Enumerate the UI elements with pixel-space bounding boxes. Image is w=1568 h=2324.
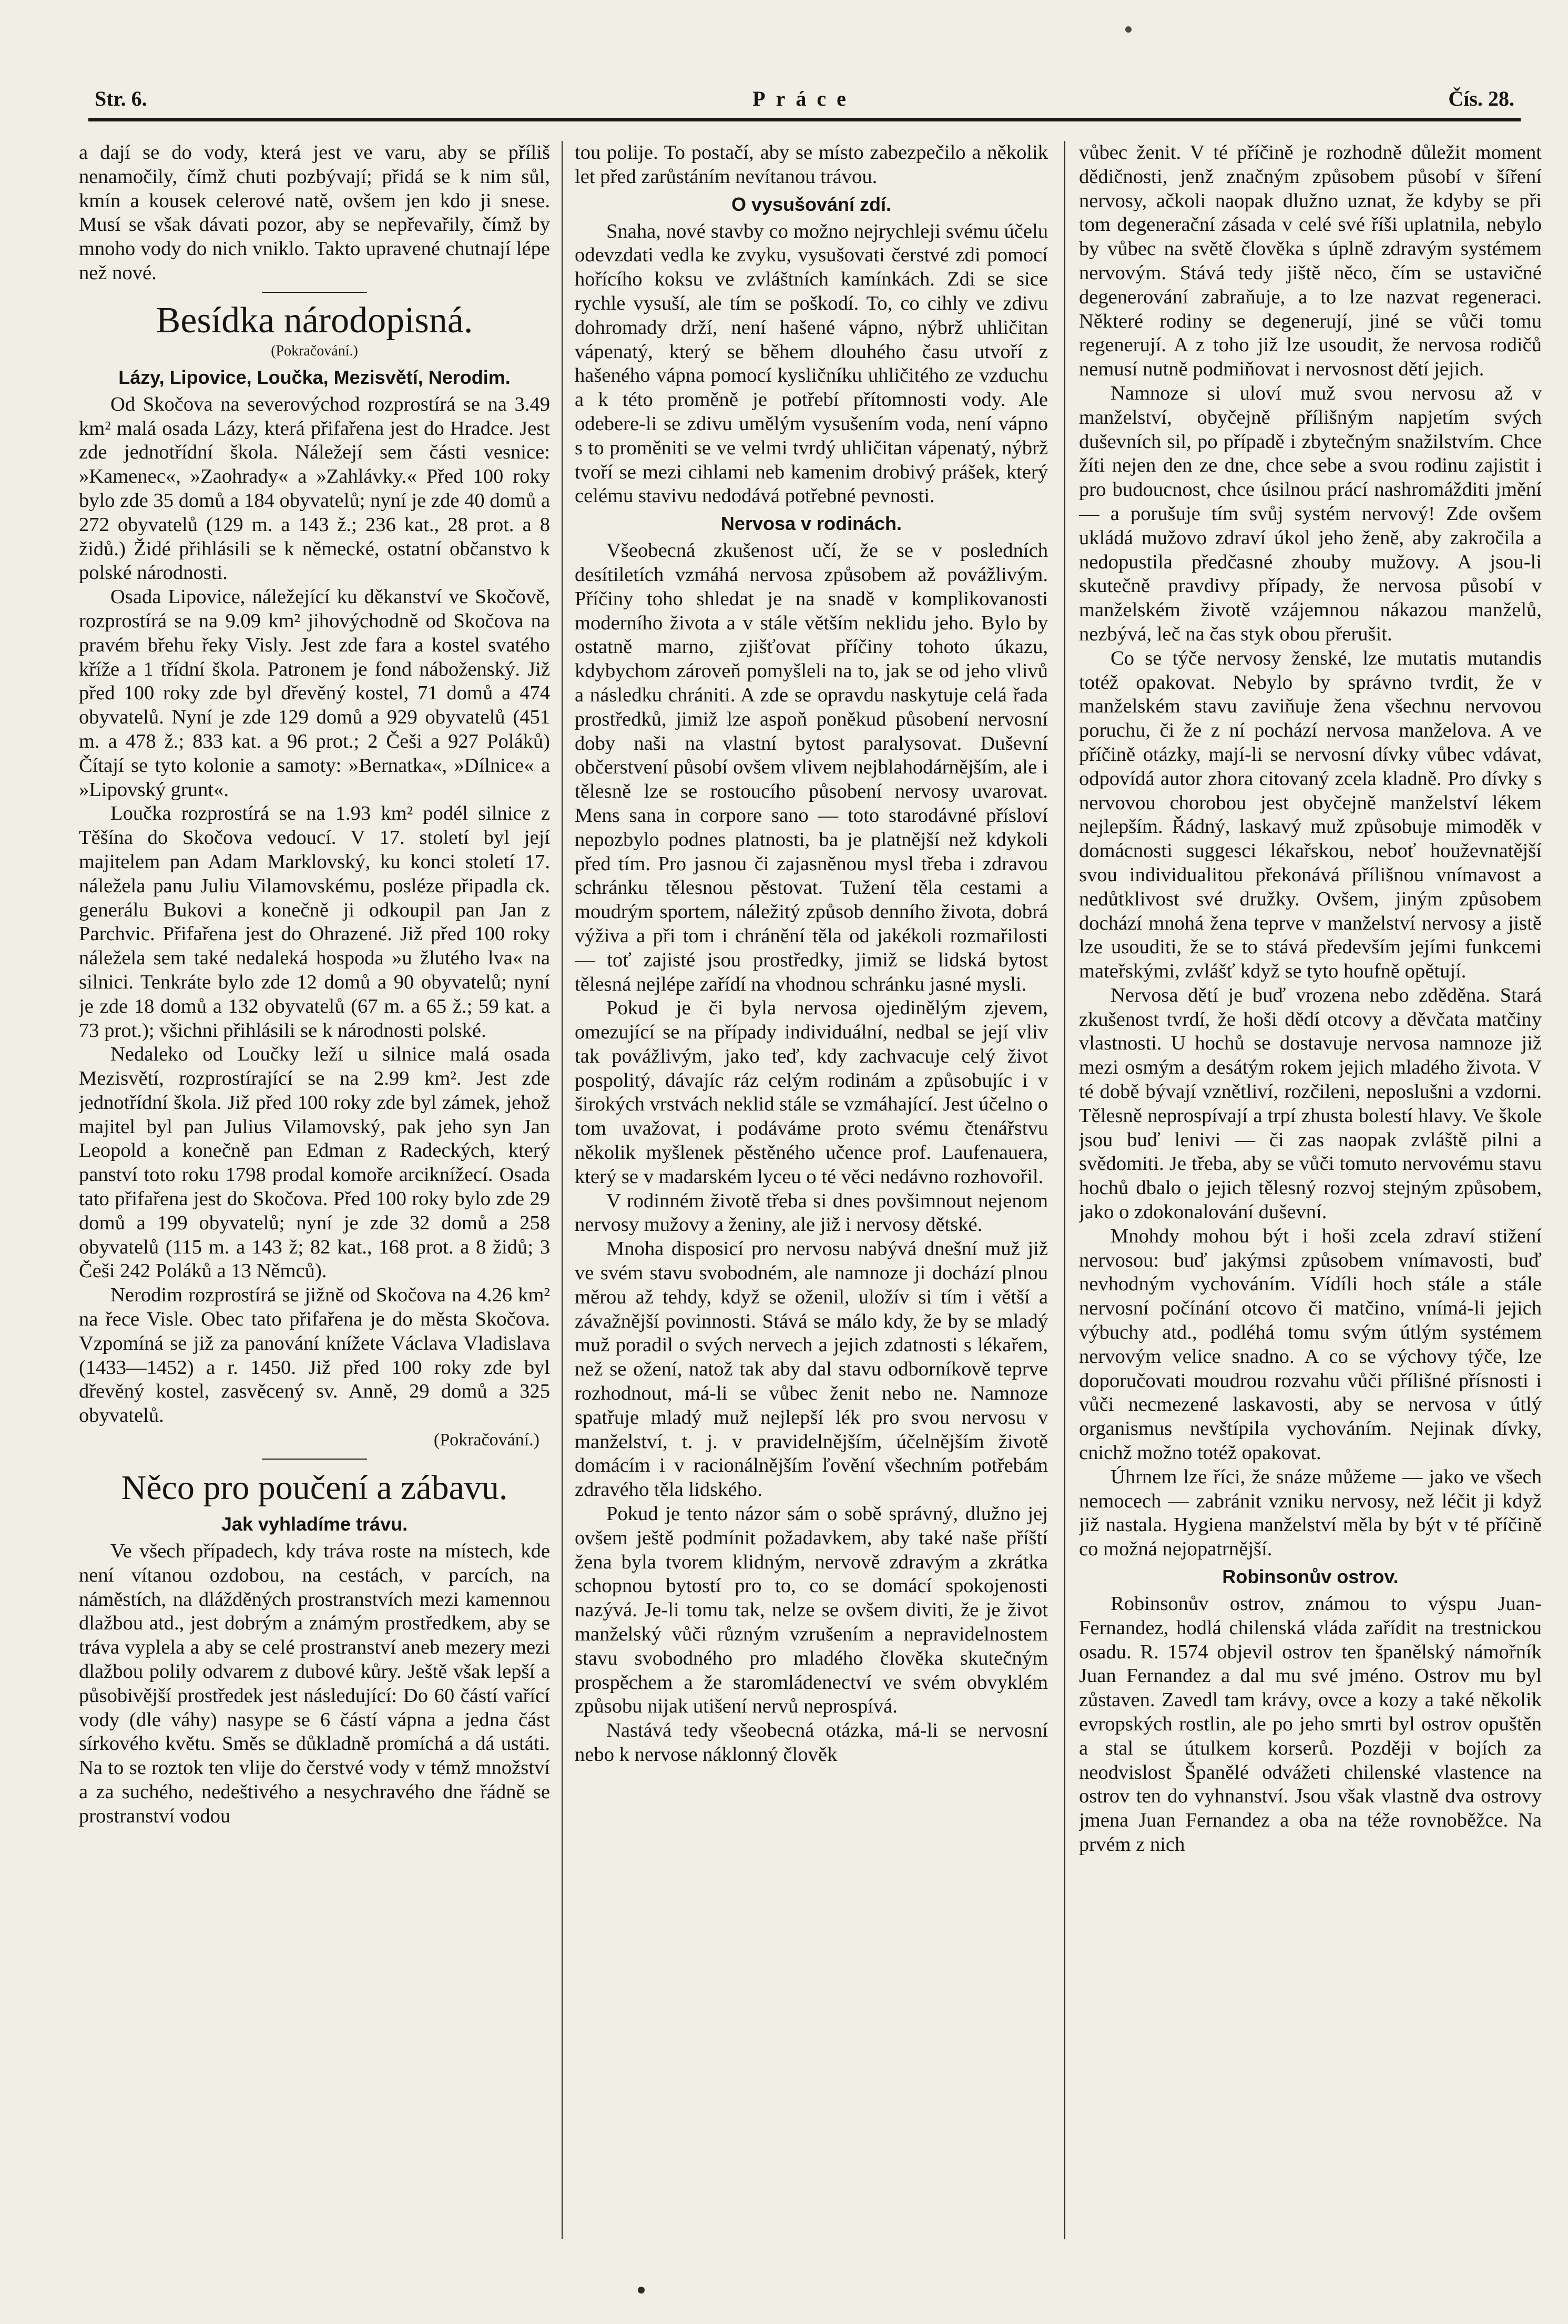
column-divider-1 xyxy=(562,141,563,2239)
article-paragraph: Mnohdy mohou být i hoši zcela zdraví stižení nervosou: buď jakýmsi způsobem vnímavosti, buď nevhodným vychováním. Vídíli hoch stále a stále nervosní počínání otcovo či matčino, vnímá-li jejich výbuchy atd., podléhá tomu svým útlým systémem nervovým velice snadno. A co se výchovy týče, lze doporučovati moudrou rozvahu vůči přílišné přísnosti i vůči necmezené laskavosti, aby se nervosa v útlý organismus nevštípila vychováním. Nejinak dívky, cnichž možno totéž opakovat. xyxy=(1079,1225,1542,1464)
article-paragraph: Namnoze si uloví muž svou nervosu až v manželství, obyčejně přílišným napjetím svých duševních sil, po případě i zbytečným snažilstvím. Chce žíti nejen den ze dne, chce sebe a svou rodinu zajistit i pro budoucnost, chce úsilnou prácí nashromážditi jmění — a porušuje tím svůj systém nervový! Zde ovšem ukládá mužovo zdraví úkol jeho ženě, aby zakročila a nedopustila předčasné zhouby mužovy. A jsou-li skutečně pravdivy případy, že nervosa působí v manželském životě vzájemnou nákazou manželů, nezbývá, leč na čas styk obou přerušit. xyxy=(1079,382,1542,645)
article-paragraph: Pokud je tento názor sám o sobě správný, dlužno jej ovšem ještě podmínit požadavkem, aby také naše příští žena byla tvorem klidným, nervově zdravým a zkrátka schopnou bytostí pro to, co se domácí spokojenosti nazývá. Je-li tomu tak, nelze se ovšem diviti, že je život manželský vůči různým vzrušením a nepravidelnostem stavu svobodného pro mladého člověka skutečným prospěchem a že staromládenectví ve svém obvyklém způsobu nijak utišení nervů neprospívá. xyxy=(575,1503,1048,1718)
continuation-note: (Pokračování.) xyxy=(433,1430,539,1450)
section-title-besidka: Besídka národopisná. xyxy=(156,300,473,341)
continuation-note: (Pokračování.) xyxy=(271,342,358,359)
article-paragraph: Nervosa dětí je buď vrozena nebo zděděna. Stará zkušenost tvrdí, že hoši dědí otcovy a děvčata matčiny vlastnosti. U hochů se dostavuje nervosa namnoze již mezi osmým a desátým rokem jejich mladého života. V té době bývají vznětliví, rozčileni, neposlušni a vzdorni. Tělesně neprospívají a trpí zhusta bolestí hlavy. Ve škole jsou buď lenivi — či zas naopak zvláště pilni a svědomiti. Je třeba, aby se vůči tomuto nervovému stavu hochů dbalo o jejich tělesný rozvoj stejným způsobem, jako o zdokonalování duševní. xyxy=(1079,984,1542,1224)
column-1 xyxy=(79,141,550,2276)
article-paragraph: Robinsonův ostrov, známou to výspu Juan-Fernandez, hodlá chilenská vláda zařídit na trestnickou osadu. R. 1574 objevil ostrov ten španělský námořník Juan Fernandez a dal mu své jméno. Ostrov mu byl zůstaven. Zavedl tam krávy, ovce a kozy a také několik evropských rostlin, ale po jeho smrti byl ostrov opuštěn a stal se útulkem korserů. Později v bojích za neodvislost Španělé odvážeti chilenské vlastence na ostrov ten do vyhnanství. Jsou však vlastně dva ostrovy jmena Juan Fernandez a oba na téže rovnoběžce. Na prvém z nich xyxy=(1079,1593,1542,1856)
column-2 xyxy=(575,141,1048,2276)
column-3 xyxy=(1079,141,1542,2276)
section-title-neco: Něco pro poučení a zábavu. xyxy=(121,1469,508,1507)
ink-dot xyxy=(638,2287,645,2294)
article-paragraph: Loučka rozprostírá se na 1.93 km² podél silnice z Těšína do Skočova vedoucí. V 17. století byl její majitelem pan Adam Marklovský, ku konci století 17. náležela panu Juliu Vilamovskému, posléze připadla ck. generálu Bukovi a konečně ji odkoupil pan Jan z Parchvic. Přifařena jest do Ohrazené. Již před 100 roky náležela sem také nedaleká hospoda »u žlutého lva« na silnici. Tenkráte bylo zde 12 domů a 90 obyvatelů; nyní je zde 18 domů a 132 obyvatelů (67 m. a 65 ž.; 59 kat. a 73 prot.); všichni přihlásili se k národnosti polské. xyxy=(79,802,550,1042)
article-paragraph: Nerodim rozprostírá se jižně od Skočova na 4.26 km² na řece Visle. Obec tato přifařena je do města Skočova. Vzpomíná se již za panování knížete Václava Vladislava (1433—1452) a r. 1450. Již před 100 roky zde byl dřevěný kostel, zasvěcený sv. Anně, 29 domů a 325 obyvatelů. xyxy=(79,1284,550,1427)
article-paragraph: Pokud je či byla nervosa ojedinělým zjevem, omezující se na případy individuální, nedbal se její vliv tak povážlivým, jako teď, kdy zachvacuje celý život pospolitý, dávajíc ráz celým rodinám a způsobujíc i v širokých vrstvách neklid stále se vzmáhající. Jest účelno o tom uvažovat, i podáváme proto svému čtenářstvu několik myšlenek pěstěného učence prof. Laufenauera, který se v madarském lyceu o té věci nedávno rozhovořil. xyxy=(575,997,1048,1188)
article-paragraph: Osada Lipovice, náležející ku děkanství ve Skočově, rozprostírá se na 9.09 km² jihovýchodně od Skočova na pravém břehu řeky Visly. Jest zde fara a kostel svatého kříže a 1 třídní škola. Patronem je fond náboženský. Již před 100 roky zde byl dřevěný kostel, 71 domů a 474 obyvatelů. Nyní je zde 129 domů a 929 obyvatelů (451 m. a 478 ž.; 833 kat. a 96 prot.; 2 Češi a 927 Poláků) Čítají se tyto kolonie a samoty: »Bernatka«, »Dílnice« a »Lipovský grunt«. xyxy=(79,586,550,801)
ink-spot xyxy=(1125,26,1132,33)
masthead-title: Práce xyxy=(752,87,857,110)
article-paragraph: V rodinném životě třeba si dnes povšimnout nejenom nervosy mužovy a ženiny, ale již i nervosy dětské. xyxy=(575,1189,1048,1236)
article-paragraph: Snaha, nové stavby co možno nejrychleji svému účelu odevzdati vedla ke zvyku, vysušovati čerstvé zdi pomocí hořícího koksu ve zvláštních kamínkách. Zdi se sice rychle vysuší, ale tím se poškodí. To, co cihly ve zdivu dohromady drží, není hašené vápno, nýbrž uhličitan vápenatý, který se během dlouhého času utvoří z hašeného vápna pomocí kysličníku uhličitého ze vzduchu a k této proměně je potřebí přítomnosti vody. Ale odebere-li se zdivu umělým vysušením voda, není vápno s to proměniti se ve velmi tvrdý uhličitan vápenatý, nýbrž tvoří se mezi cihlami neb kamenim drobivý prášek, který celému stavivu nedodává potřebné pevnosti. xyxy=(575,220,1048,507)
article-paragraph: a dají se do vody, která jest ve varu, aby se příliš nenamočily, čímž chuti pozbývají; přidá se k nim sůl, kmín a kousek celerové natě, ovšem jen kdo ji snese. Musí se však dávati pozor, aby se nepřevařily, čímž by mnoho vody do nich vniklo. Takto upravené chutnají lépe než nové. xyxy=(79,141,550,284)
article-paragraph: Mnoha disposicí pro nervosu nabývá dnešní muž již ve svém stavu svobodném, ale namnoze ji dochází plnou měrou až tehdy, když se oženil, uložív si tím i větší a závažnější povinnosti. Stává se málo kdy, že by se mladý muž poradil o svých nervech a jejich zdatnosti s lékařem, než se ožení, natož tak aby dal stavu odborníkově teprve rozhodnout, má-li se vůbec ženit nebo ne. Namnoze spatřuje mladý muž nejlepší lék pro svou nervosu v manželství, t. j. v pravidelnějším, účelnějším životě domácím i v racionálnějším ľovění všechním potřebám zdravého těla lidského. xyxy=(575,1238,1048,1501)
header-rule xyxy=(88,118,1521,121)
issue-number: Čís. 28. xyxy=(1448,87,1514,110)
column-divider-2 xyxy=(1064,141,1065,2239)
article-paragraph: Ve všech případech, kdy tráva roste na místech, kde není vítanou ozdobou, na cestách, v parcích, na náměstích, na dlážděných prostranstvích mezi kamennou dlažbou atd., jest dobrým a známým prostředkem, aby se tráva vyplela a aby se celé prostranství aneb mezery mezi dlažbou polily odvarem z dubové kůry. Ještě však lepší a působivější prostředek jest následující: Do 60 částí vařící vody (dle váhy) nasype se 6 částí vápna a jedna část sírkového květu. Směs se důkladně promíchá a dá ustáti. Na to se roztok ten vlije do čerstvé vody v témž množství a za suchého, nedeštivého a nesychravého dne řádně se prostranství vodou xyxy=(79,1540,550,1827)
article-paragraph: Nedaleko od Loučky leží u silnice malá osada Mezisvětí, rozprostírající se na 2.99 km². Jest zde jednotřídní škola. Již před 100 roky zde byl zámek, jehož majitel byl pan Julius Vilamovský, pak jeho syn Jan Leopold a konečně pan Edman z Radeckých, který panství toto roku 1798 prodal komoře arciknížecí. Osada tato přifařena jest do Skočova. Před 100 roky bylo zde 29 domů a 199 obyvatelů; nyní je zde 32 domů a 258 obyvatelů (115 m. a 143 ž; 82 kat., 168 prot. a 8 židů; 3 Češi 242 Poláků a 13 Němců). xyxy=(79,1043,550,1282)
section-divider xyxy=(262,1459,367,1460)
page-number: Str. 6. xyxy=(95,87,147,110)
article-heading-trava: Jak vyhladíme trávu. xyxy=(221,1513,408,1535)
article-paragraph: Všeobecná zkušenost učí, že se v posledních desítiletích vzmáhá nervosa způsobem až povážlivým. Příčiny toho shledat je na snadě v komplikovanosti moderního života a v stále větším neklidu jeho. Bylo by ostatně marno, zjišťovat příčiny tohoto úkazu, kdybychom zároveň pomyšleli na to, jak se od jeho vlivů a následku chrániti. A zde se opravdu naskytuje celá řada prostředků, jimiž lze aspoň poněkud působení nervosní doby naši na vlastní bytost paralysovat. Duševní občerstvení působí ovšem vlivem nejblahodárnějším, ale i tělesně lze se rostoucího působení nervosy uvarovat. Mens sana in corpore sano — toto starodávné přísloví nepozbylo podnes platnosti, ba je platnější než kdykoli před tím. Pro jasnou či zajasněnou mysl třeba i zdravou schránku tělesnou pěstovat. Tužení těla cestami a moudrým sportem, náležitý způsob denního života, dobrá výživa a při tom i chránění těla od jakékoli rozmařilosti — toť zajisté jsou prostředky, jimiž se lidská bytost tělesná nejlépe zařídí na vhodnou schránku jasné mysli. xyxy=(575,539,1048,995)
article-paragraph: Od Skočova na severovýchod rozprostírá se na 3.49 km² malá osada Lázy, která přifařena jest do Hradce. Jest zde jednotřídní škola. Náležejí sem části vesnice: »Kamenec«, »Zaohrady« a »Zahlávky.« Před 100 roky bylo zde 35 domů a 184 obyvatelů; nyní je zde 40 domů a 272 obyvatelů (129 m. a 143 ž.; 236 kat., 28 prot. a 8 židů.) Židé přihlásili se k německé, ostatní občanstvo k polské národnosti. xyxy=(79,393,550,584)
article-paragraph: tou polije. To postačí, aby se místo zabezpečilo a několik let před zarůstáním nevítanou trávou. xyxy=(575,141,1048,188)
article-heading-places: Lázy, Lipovice, Loučka, Mezisvětí, Nerodim. xyxy=(118,366,511,388)
article-paragraph: Úhrnem lze říci, že snáze můžeme — jako ve všech nemocech — zabránit vzniku nervosy, než léčit ji když již nastala. Hygiena manželství měla by být v té příčině co možná nejopatrnější. xyxy=(1079,1465,1542,1561)
article-heading-vysusovani: O vysušování zdí. xyxy=(731,193,892,215)
section-divider xyxy=(262,292,367,293)
article-paragraph: Co se týče nervosy ženské, lze mutatis mutandis totéž opakovat. Nebylo by správno tvrdit, že v manželském stavu zaviňuje žena všechnu nervovou poruchu, či že z ní pochází nervosa manželova. A ve příčině otázky, mají-li se nervosní dívky vůbec vdávat, odpovídá autor zhora citovaný zcela kladně. Pro dívky s nervovou chorobou jest obyčejně manželství lékem nejlepším. Řádný, laskavý muž způsobuje mimoděk v domácnosti suggesci lékařskou, neboť houževnatější svou individualitou překonává přílišnou vnímavost a nedůtklivost své družky. Ovšem, jiným způsobem dochází mnohá žena teprve v manželství nervosy a jistě lze usouditi, že se to stává především jejími funkcemi mateřskými, zvlášť když se tyto houfně opětují. xyxy=(1079,647,1542,983)
article-heading-robinson: Robinsonův ostrov. xyxy=(1222,1566,1399,1588)
article-paragraph: Nastává tedy všeobecná otázka, má-li se nervosní nebo k nervose náklonný člověk xyxy=(575,1719,1048,1766)
article-heading-nervosa: Nervosa v rodinách. xyxy=(720,513,902,535)
page-header xyxy=(89,83,1520,118)
article-paragraph: vůbec ženit. V té příčině je rozhodně důležit moment dědičnosti, jenž značným způsobem působí v šíření nervosy, ačkoli naopak dlužno uznat, že kdyby se při tom degenerační zásada v celé své říši uplatnila, nebylo by vůbec na světě člověka s úplně zdravým systémem nervovým. Stává tedy jiště něco, čím se ustavičné degenerování zabraňuje, a to lze nazvat regeneraci. Některé rodiny se degenerují, jiné se vůči tomu regenerují. A z toho již lze usoudit, že nervosa rodičů nemusí nutně podmiňovat i nervosnost dětí jejich. xyxy=(1079,141,1542,381)
